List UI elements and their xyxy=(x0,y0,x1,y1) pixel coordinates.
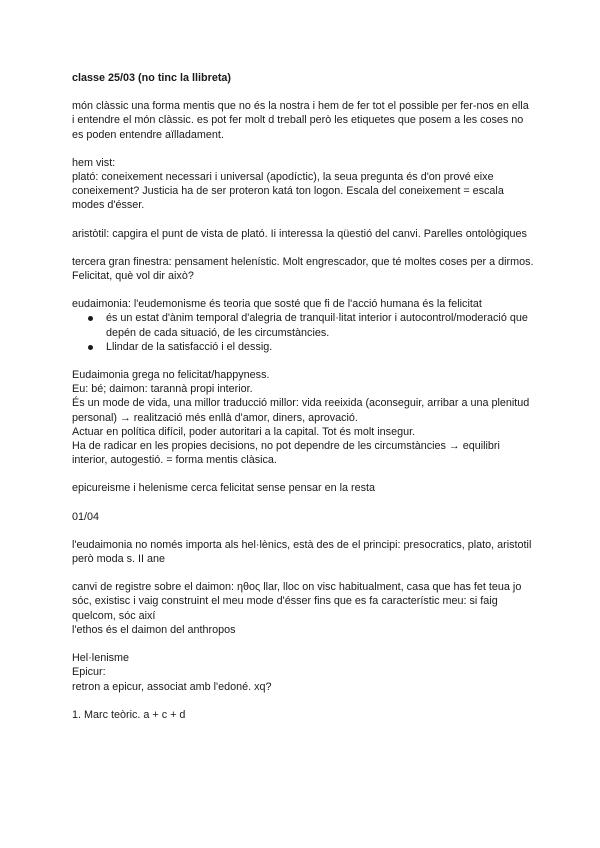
section-date: 01/04 xyxy=(72,510,100,523)
eudaimonia-line: És un mode de vida, una millor traducció millor: vida reeixida (aconseguir, arribar a una plenitud personal) → realització més enllà d'amor, diners, aprovació. xyxy=(72,397,530,424)
eudaimonia-line: Eu: bé; daimon: tarannà propi interior. xyxy=(72,383,253,396)
paragraph-marc-teoric: 1. Marc teòric. a + c + d xyxy=(72,708,186,721)
paragraph-ethos: l'ethos és el daimon del anthropos xyxy=(72,623,236,636)
paragraph-hem-vist: hem vist: xyxy=(72,156,116,169)
heading-epicur: Epicur: xyxy=(72,666,106,679)
list-item: Llindar de la satisfacció i el dessig. xyxy=(72,340,534,354)
eudaimonia-line: Ha de radicar en les propies decisions, no pot dependre de les circumstàncies → equilibri interior, autogestió. = forma mentis clàsica. xyxy=(72,440,500,467)
paragraph-eudaimonia-definition: eudaimonia: l'eudemonisme és teoria que sosté que fi de l'acció humana és la felicitat xyxy=(72,298,482,311)
eudaimonia-bullet-list xyxy=(72,311,534,354)
list-item: és un estat d'ànim temporal d'alegria de tranquil·litat interior i autocontrol/moderació que depén de cada situació, de les circumstàncies. xyxy=(72,311,534,339)
document-title: classe 25/03 (no tinc la llibreta) xyxy=(72,72,232,84)
paragraph-eudaimonia-importa: l'eudaimonia no només importa als hel·lènics, està des de el principi: presocratics, plato, aristotil però moda s. II ane xyxy=(72,538,532,566)
heading-hellenisme: Hel·lenisme xyxy=(72,652,129,665)
paragraph-canvi-registre: canvi de registre sobre el daimon: ηθος llar, lloc on visc habitualment, casa que has fet teua jo sóc, existisc i vaig construint el meu mode d'ésser fins que es fa característic meu: si faig quelcom, sóc així xyxy=(72,581,522,622)
paragraph-classic-world: món clàssic una forma mentis que no és la nostra i hem de fer tot el possible per fer-nos en ella i entendre el món clàssic. es pot fer molt d treball però les etiquetes que posem a les coses no es poden entendre aïlladament. xyxy=(72,100,529,141)
eudaimonia-line: Eudaimonia grega no felicitat/happyness. xyxy=(72,369,270,382)
paragraph-tercera-finestra: tercera gran finestra: pensament helenístic. Molt engrescador, que té moltes coses per a dirmos. Felicitat, què vol dir això? xyxy=(72,255,534,283)
paragraph-aristotil: aristòtil: capgira el punt de vista de plató. Ii interessa la qüestió del canvi. Parelles ontològiques xyxy=(72,227,527,240)
paragraph-epicureisme: epicureisme i helenisme cerca felicitat sense pensar en la resta xyxy=(72,482,376,495)
paragraph-retron-epicur: retron a epicur, associat amb l'edoné. xq? xyxy=(72,680,272,693)
document-body xyxy=(72,71,534,722)
eudaimonia-line: Actuar en política difícil, poder autoritari a la capital. Tot és molt insegur. xyxy=(72,425,416,438)
paragraph-plato: plató: coneixement necessari i universal (apodíctic), la seua pregunta és d'on prové eixe coneixement? Justicia ha de ser proteron katá ton logon. Escala del coneixement = escala modes d'ésser. xyxy=(72,171,504,212)
